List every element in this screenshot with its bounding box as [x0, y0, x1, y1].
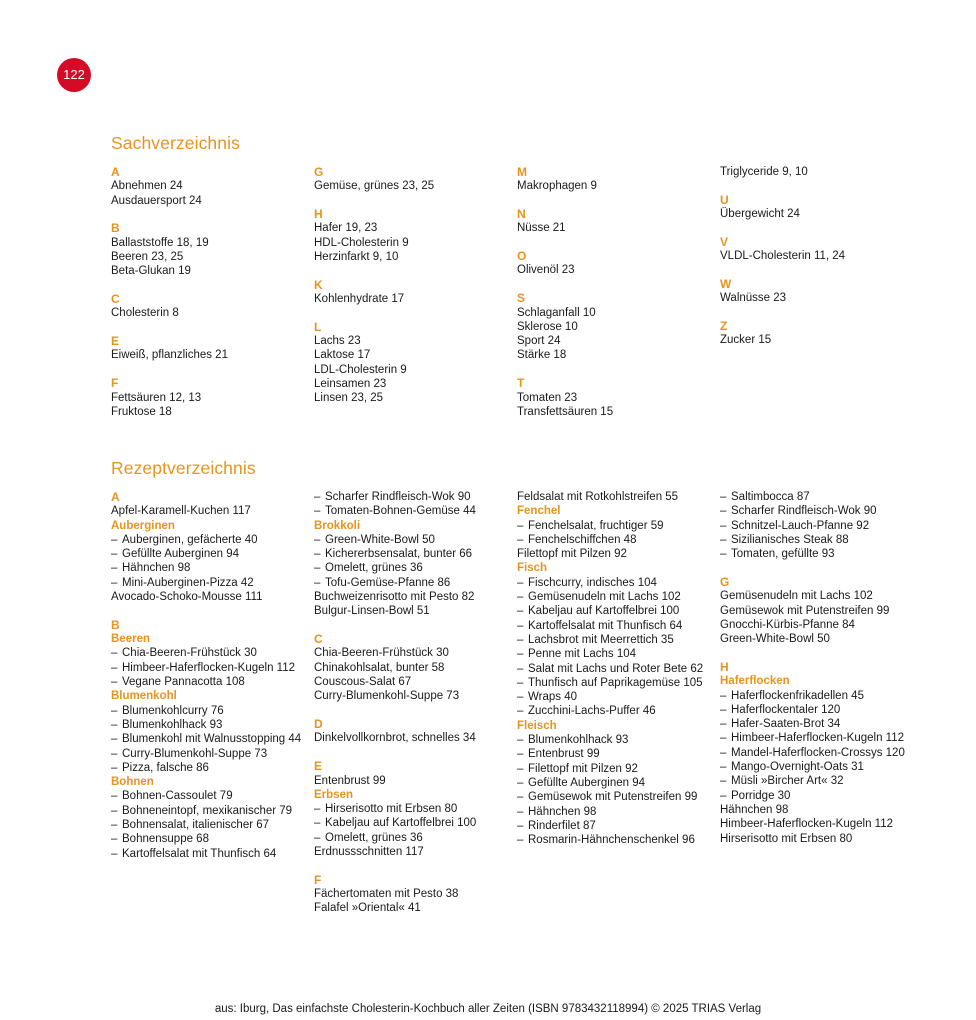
index-subentry: – Zucchini-Lachs-Puffer 46: [517, 704, 720, 718]
index-subentry: – Müsli »Bircher Art« 32: [720, 774, 923, 788]
index-subentry: – Scharfer Rindfleisch-Wok 90: [720, 504, 923, 518]
index-entry: Sklerose 10: [517, 320, 578, 333]
index-letter-group: [111, 490, 314, 604]
index-letter-group: [314, 278, 517, 307]
index-letter-heading: G: [720, 574, 730, 589]
index-letter-heading: W: [720, 276, 732, 291]
index-subentry: – Haferflockentaler 120: [720, 703, 923, 717]
index-letter-group: [111, 376, 314, 419]
page-footer-source: aus: Iburg, Das einfachste Cholesterin-Kochbuch aller Zeiten (ISBN 9783432118994) © 2025 TRIAS Verlag: [214, 1003, 762, 1015]
index-letter-group: [517, 249, 720, 278]
index-subentry: – Omelett, grünes 36: [314, 831, 517, 845]
index-entry: Himbeer-Haferflocken-Kugeln 112: [720, 818, 894, 831]
index-entry: Herzinfarkt 9, 10: [314, 250, 399, 263]
index-entry: Walnüsse 23: [720, 292, 787, 305]
index-entry: Makrophagen 9: [517, 180, 597, 193]
index-letter-group: [517, 376, 720, 419]
index-subentry: – Himbeer-Haferflocken-Kugeln 112: [111, 661, 314, 675]
index-letter-heading: A: [111, 165, 120, 179]
index-entry: Cholesterin 8: [111, 307, 179, 320]
index-letter-heading: T: [517, 376, 525, 391]
index-letter-group: [720, 490, 923, 561]
index-letter-group: [314, 320, 517, 406]
index-subentry: – Penne mit Lachs 104: [517, 647, 720, 661]
index-column: [314, 490, 517, 929]
index-letter-heading: C: [111, 292, 120, 307]
index-subheading: Brokkoli: [314, 519, 361, 532]
index-letter-heading: O: [517, 249, 527, 264]
index-subentry: – Blumenkohl mit Walnusstopping 44: [111, 732, 314, 746]
index-letter-group: [517, 490, 720, 847]
index-subentry: – Hirserisotto mit Erbsen 80: [314, 802, 517, 816]
index-subentry: – Sizilianisches Steak 88: [720, 533, 923, 547]
index-letter-group: [720, 165, 923, 179]
index-entry: Linsen 23, 25: [314, 392, 384, 405]
index-entry: Nüsse 21: [517, 222, 566, 235]
index-subentry: – Gefüllte Auberginen 94: [517, 776, 720, 790]
index-subentry: – Blumenkohlhack 93: [517, 733, 720, 747]
index-letter-heading: K: [314, 277, 323, 292]
index-subentry: – Pizza, falsche 86: [111, 761, 314, 775]
index-entry: VLDL-Cholesterin 11, 24: [720, 250, 846, 263]
index-subentry: – Hafer-Saaten-Brot 34: [720, 717, 923, 731]
index-entry: Eiweiß, pflanzliches 21: [111, 349, 228, 362]
index-letter-group: [720, 319, 923, 348]
index-entry: Avocado-Schoko-Mousse 111: [111, 591, 263, 604]
index-entry: Hähnchen 98: [720, 803, 789, 816]
rezeptverzeichnis-columns: [111, 490, 923, 929]
index-entry: Buchweizenrisotto mit Pesto 82: [314, 591, 475, 604]
index-subheading: Beeren: [111, 633, 150, 646]
index-entry: Abnehmen 24: [111, 180, 183, 193]
index-entry: Hirserisotto mit Erbsen 80: [720, 832, 853, 845]
index-letter-group: [314, 717, 517, 746]
index-letter-heading: B: [111, 221, 120, 236]
index-letter-heading: F: [314, 872, 322, 887]
index-letter-group: [720, 193, 923, 222]
index-subheading: Auberginen: [111, 519, 175, 532]
index-subentry: – Gemüsewok mit Putenstreifen 99: [517, 790, 720, 804]
index-entry: Falafel »Oriental« 41: [314, 902, 421, 915]
index-entry: Gemüsewok mit Putenstreifen 99: [720, 604, 890, 617]
index-subentry: – Tomaten-Bohnen-Gemüse 44: [314, 504, 517, 518]
index-subentry: – Bohnensuppe 68: [111, 832, 314, 846]
index-entry: Curry-Blumenkohl-Suppe 73: [314, 690, 460, 703]
index-subentry: – Himbeer-Haferflocken-Kugeln 112: [720, 731, 923, 745]
index-subentry: – Auberginen, gefächerte 40: [111, 533, 314, 547]
index-letter-group: [314, 873, 517, 916]
index-entry: Fruktose 18: [111, 405, 172, 418]
index-entry: LDL-Cholesterin 9: [314, 363, 407, 376]
page-number-badge: 122: [57, 58, 91, 92]
index-entry: Gemüsenudeln mit Lachs 102: [720, 590, 873, 603]
index-subentry: – Tofu-Gemüse-Pfanne 86: [314, 576, 517, 590]
index-entry: Olivenöl 23: [517, 264, 575, 277]
index-entry: Hafer 19, 23: [314, 222, 378, 235]
index-entry: Erdnussschnitten 117: [314, 846, 424, 859]
index-entry: Gemüse, grünes 23, 25: [314, 180, 435, 193]
index-subheading: Fisch: [517, 562, 548, 575]
index-subentry: – Lachsbrot mit Meerrettich 35: [517, 633, 720, 647]
index-letter-group: [314, 759, 517, 859]
index-entry: Ausdauersport 24: [111, 194, 202, 207]
index-letter-group: [720, 277, 923, 306]
index-subentry: – Haferflockenfrikadellen 45: [720, 689, 923, 703]
index-entry: Chia-Beeren-Frühstück 30: [314, 647, 449, 660]
index-subentry: – Kartoffelsalat mit Thunfisch 64: [111, 847, 314, 861]
index-letter-heading: H: [314, 207, 323, 222]
index-letter-group: [517, 165, 720, 194]
index-letter-group: [314, 207, 517, 264]
index-entry: Lachs 23: [314, 335, 361, 348]
index-subentry: – Chia-Beeren-Frühstück 30: [111, 646, 314, 660]
index-entry: Übergewicht 24: [720, 208, 800, 221]
index-letter-heading: N: [517, 207, 526, 222]
index-subentry: – Kabeljau auf Kartoffelbrei 100: [517, 604, 720, 618]
index-subentry: – Mango-Overnight-Oats 31: [720, 760, 923, 774]
index-entry: Laktose 17: [314, 349, 371, 362]
index-column: [517, 490, 720, 929]
index-letter-heading: E: [314, 759, 323, 774]
index-subentry: – Fischcurry, indisches 104: [517, 576, 720, 590]
index-subentry: – Bohnen-Cassoulet 79: [111, 789, 314, 803]
index-entry: Feldsalat mit Rotkohlstreifen 55: [517, 491, 679, 503]
index-entry: Entenbrust 99: [314, 774, 386, 787]
index-letter-heading: D: [314, 717, 323, 732]
index-column: [720, 165, 923, 433]
index-entry: Beta-Glukan 19: [111, 265, 191, 278]
index-subentry: – Vegane Pannacotta 108: [111, 675, 314, 689]
index-entry: Kohlenhydrate 17: [314, 293, 405, 306]
index-entry: Fettsäuren 12, 13: [111, 391, 202, 404]
index-letter-heading: F: [111, 376, 119, 391]
index-letter-heading: E: [111, 334, 120, 349]
index-letter-group: [314, 165, 517, 194]
index-subentry: – Curry-Blumenkohl-Suppe 73: [111, 747, 314, 761]
index-letter-heading: S: [517, 291, 526, 306]
index-entry: Bulgur-Linsen-Bowl 51: [314, 605, 430, 618]
index-column: [111, 165, 314, 433]
index-subentry: – Filettopf mit Pilzen 92: [517, 762, 720, 776]
index-letter-group: [517, 207, 720, 236]
index-entry: Green-White-Bowl 50: [720, 633, 830, 646]
index-entry: Fächertomaten mit Pesto 38: [314, 888, 459, 901]
index-subentry: – Schnitzel-Lauch-Pfanne 92: [720, 519, 923, 533]
index-entry: Stärke 18: [517, 349, 567, 362]
index-letter-heading: U: [720, 192, 729, 207]
index-letter-heading: C: [314, 632, 323, 647]
index-entry: Beeren 23, 25: [111, 250, 184, 263]
index-entry: Apfel-Karamell-Kuchen 117: [111, 505, 251, 518]
index-subheading: Erbsen: [314, 788, 353, 801]
index-letter-heading: L: [314, 319, 322, 334]
index-subheading: Bohnen: [111, 776, 154, 789]
index-entry: Zucker 15: [720, 334, 772, 347]
index-entry: Transfettsäuren 15: [517, 405, 614, 418]
index-subentry: – Saltimbocca 87: [720, 490, 923, 504]
index-subentry: – Fenchelschiffchen 48: [517, 533, 720, 547]
index-subentry: – Kichererbsensalat, bunter 66: [314, 547, 517, 561]
index-entry: Gnocchi-Kürbis-Pfanne 84: [720, 618, 855, 631]
index-letter-heading: H: [720, 659, 729, 674]
index-letter-group: [111, 618, 314, 861]
index-column: [111, 490, 314, 929]
index-entry: HDL-Cholesterin 9: [314, 236, 409, 249]
index-entry: Tomaten 23: [517, 391, 578, 404]
index-subentry: – Hähnchen 98: [517, 805, 720, 819]
index-column: [720, 490, 923, 929]
index-subentry: – Blumenkohlhack 93: [111, 718, 314, 732]
index-letter-group: [111, 221, 314, 278]
index-subentry: – Fenchelsalat, fruchtiger 59: [517, 519, 720, 533]
index-subentry: – Mandel-Haferflocken-Crossys 120: [720, 746, 923, 760]
index-subentry: – Gefüllte Auberginen 94: [111, 547, 314, 561]
index-letter-group: [720, 660, 923, 846]
index-entry: Couscous-Salat 67: [314, 676, 412, 689]
index-subentry: – Kartoffelsalat mit Thunfisch 64: [517, 619, 720, 633]
index-letter-group: [720, 235, 923, 264]
index-subentry: – Gemüsenudeln mit Lachs 102: [517, 590, 720, 604]
index-entry: Schlaganfall 10: [517, 306, 596, 319]
index-subentry: – Wraps 40: [517, 690, 720, 704]
index-entry: Chinakohlsalat, bunter 58: [314, 661, 445, 674]
index-subentry: – Porridge 30: [720, 789, 923, 803]
index-entry: Sport 24: [517, 335, 561, 348]
index-subentry: – Entenbrust 99: [517, 747, 720, 761]
sachverzeichnis-columns: [111, 165, 923, 433]
index-letter-heading: M: [517, 165, 527, 179]
rezeptverzeichnis-title: Rezeptverzeichnis: [111, 458, 256, 478]
sachverzeichnis-title: Sachverzeichnis: [111, 133, 240, 153]
index-subentry: – Tomaten, gefüllte 93: [720, 547, 923, 561]
index-entry: Filettopf mit Pilzen 92: [517, 548, 627, 561]
index-subheading: Fleisch: [517, 719, 557, 732]
index-subheading: Haferflocken: [720, 675, 790, 688]
index-subheading: Blumenkohl: [111, 690, 177, 703]
index-entry: Ballaststoffe 18, 19: [111, 236, 209, 249]
index-subentry: – Bohnensalat, italienischer 67: [111, 818, 314, 832]
index-letter-group: [111, 334, 314, 363]
index-letter-heading: A: [111, 490, 120, 504]
index-letter-group: [517, 291, 720, 362]
index-entry: Leinsamen 23: [314, 378, 387, 391]
index-subentry: – Salat mit Lachs und Roter Bete 62: [517, 662, 720, 676]
index-letter-heading: G: [314, 165, 324, 179]
index-letter-group: [111, 292, 314, 321]
index-subentry: – Scharfer Rindfleisch-Wok 90: [314, 490, 517, 504]
index-subentry: – Mini-Auberginen-Pizza 42: [111, 576, 314, 590]
index-subentry: – Green-White-Bowl 50: [314, 533, 517, 547]
index-letter-group: [111, 165, 314, 208]
index-letter-heading: V: [720, 234, 729, 249]
index-subentry: – Kabeljau auf Kartoffelbrei 100: [314, 816, 517, 830]
index-subentry: – Thunfisch auf Paprikagemüse 105: [517, 676, 720, 690]
index-subentry: – Blumenkohlcurry 76: [111, 704, 314, 718]
index-entry: Dinkelvollkornbrot, schnelles 34: [314, 732, 476, 745]
index-subentry: – Bohneneintopf, mexikanischer 79: [111, 804, 314, 818]
index-subentry: – Hähnchen 98: [111, 561, 314, 575]
index-letter-heading: Z: [720, 319, 728, 334]
index-subentry: – Rosmarin-Hähnchenschenkel 96: [517, 833, 720, 847]
index-column: [517, 165, 720, 433]
index-subentry: – Rinderfilet 87: [517, 819, 720, 833]
index-letter-group: [314, 490, 517, 619]
index-subentry: – Omelett, grünes 36: [314, 561, 517, 575]
index-subheading: Fenchel: [517, 505, 561, 518]
index-entry: Triglyceride 9, 10: [720, 166, 808, 178]
index-column: [314, 165, 517, 433]
index-letter-group: [720, 575, 923, 646]
index-letter-heading: B: [111, 617, 120, 632]
index-letter-group: [314, 632, 517, 703]
